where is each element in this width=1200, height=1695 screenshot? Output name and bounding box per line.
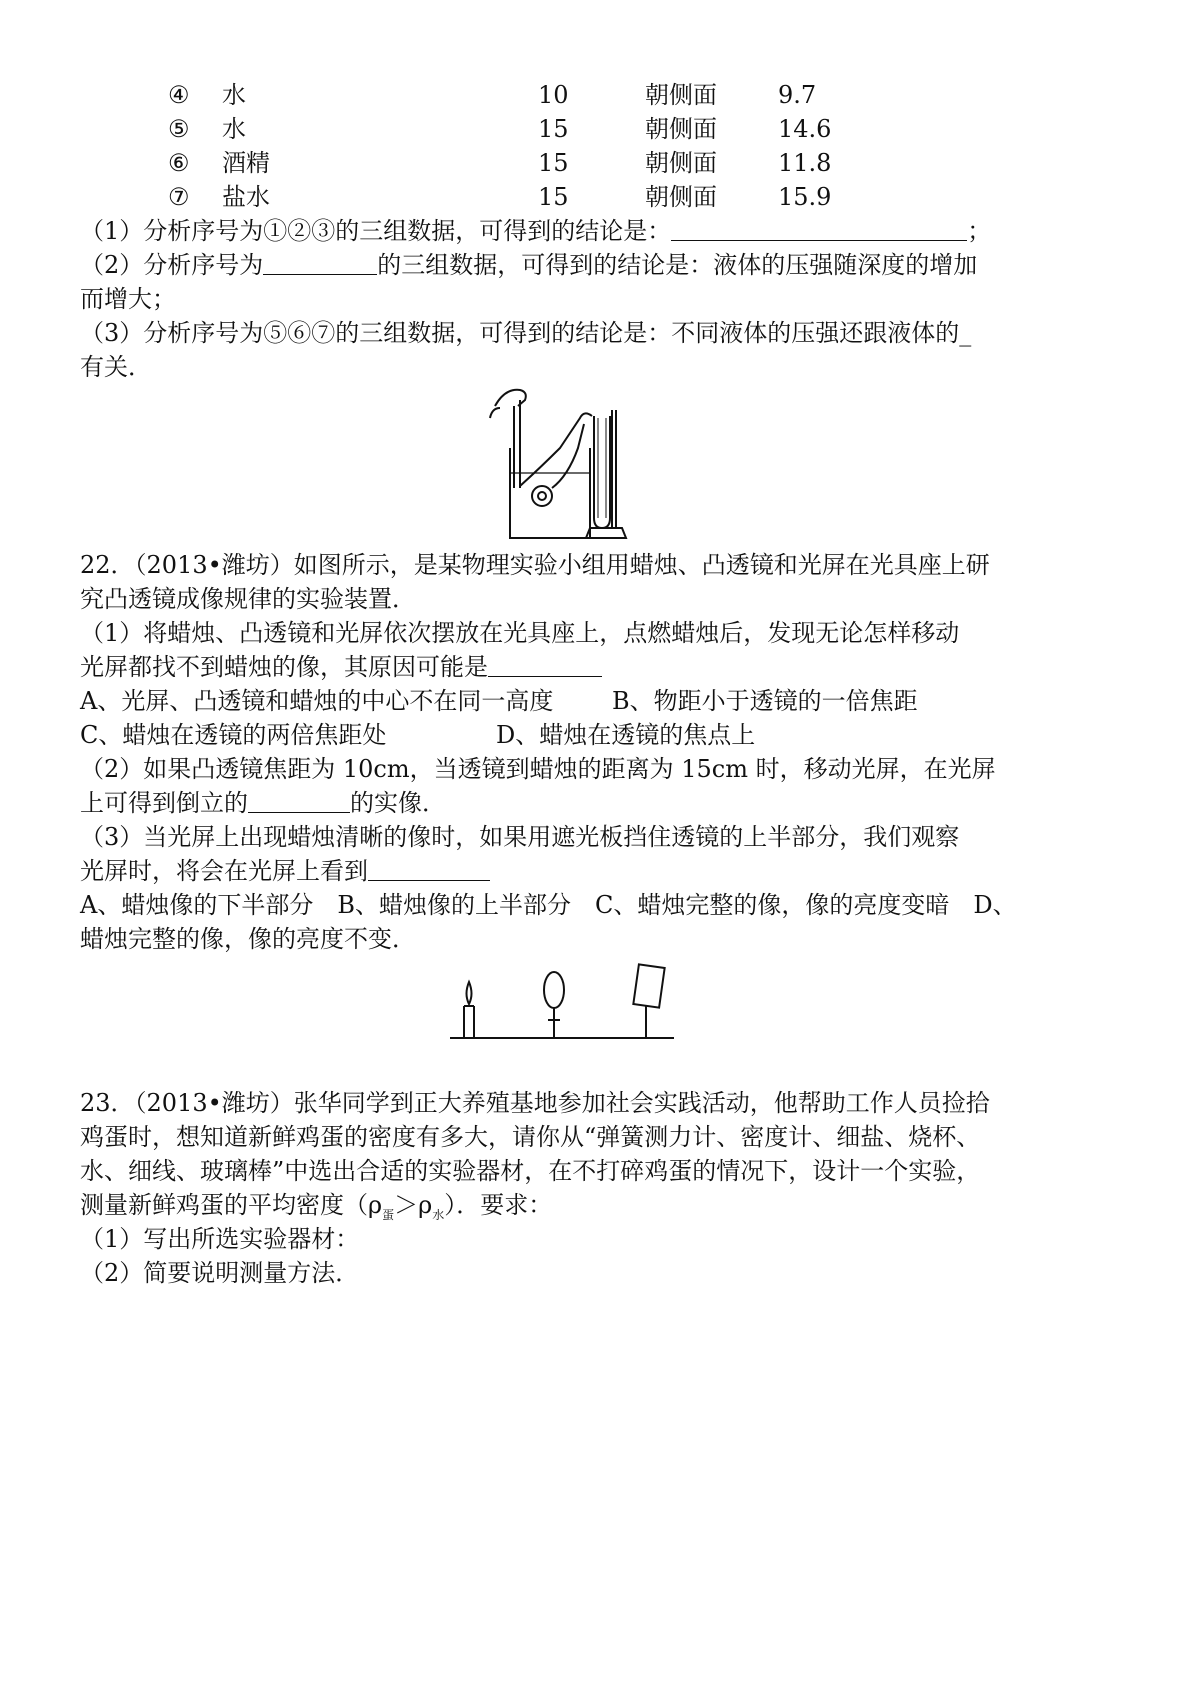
q21-part3-cont: 有关．: [80, 353, 152, 381]
table-cell-no: ⑦: [168, 183, 190, 211]
table-cell-no: ⑥: [168, 149, 190, 177]
q22-part1: （1）将蜡烛、凸透镜和光屏依次摆放在光具座上，点燃蜡烛后，发现无论怎样移动: [80, 619, 960, 647]
answer-blank[interactable]: [263, 250, 377, 275]
table-cell-liquid: 盐水: [222, 183, 270, 211]
q23-part1: （1）写出所选实验器材：: [80, 1225, 360, 1253]
table-cell-no: ④: [168, 81, 190, 109]
q22-option-a: A、光屏、凸透镜和蜡烛的中心不在同一高度: [80, 687, 554, 715]
table-cell-direction: 朝侧面: [645, 149, 717, 177]
q22-stem-line2: 究凸透镜成像规律的实验装置．: [80, 585, 416, 613]
optical-bench-figure: [448, 960, 678, 1044]
q22-option-d: D、蜡烛在透镜的焦点上: [496, 721, 756, 749]
answer-blank[interactable]: [248, 788, 350, 813]
table-cell-diff: 14.6: [778, 115, 832, 143]
q23-stem-line4: 测量新鲜鸡蛋的平均密度$(\rho_蛋>\rho_水)$．要求：: [80, 1191, 553, 1222]
manometer-figure: [480, 378, 640, 548]
q22-option-c: C、蜡烛在透镜的两倍焦距处: [80, 721, 387, 749]
q22-part2-cont: 上可得到倒立的 的实像．: [80, 789, 446, 817]
q22-part3-options-cont: 蜡烛完整的像，像的亮度不变．: [80, 925, 416, 953]
table-cell-direction: 朝侧面: [645, 81, 717, 109]
table-cell-depth: 10: [538, 81, 569, 109]
q23-stem-line3: 水、细线、玻璃棒”中选出合适的实验器材，在不打碎鸡蛋的情况下，设计一个实验，: [80, 1157, 981, 1185]
q22-part3-cont: 光屏时，将会在光屏上看到: [80, 854, 490, 888]
q22-part3: （3）当光屏上出现蜡烛清晰的像时，如果用遮光板挡住透镜的上半部分，我们观察: [80, 823, 960, 851]
table-cell-depth: 15: [538, 183, 569, 211]
q22-part2: （2）如果凸透镜焦距为 10cm，当透镜到蜡烛的距离为 15cm 时，移动光屏，在光屏: [80, 755, 996, 783]
q22-option-b: B、物距小于透镜的一倍焦距: [612, 687, 918, 715]
table-cell-diff: 9.7: [778, 81, 817, 109]
q22-part3-options: A、蜡烛像的下半部分 B、蜡烛像的上半部分 C、蜡烛完整的像，像的亮度变暗 D、: [80, 891, 1017, 919]
answer-blank[interactable]: [671, 216, 967, 241]
table-cell-liquid: 水: [222, 115, 246, 143]
table-cell-diff: 15.9: [778, 183, 832, 211]
table-cell-no: ⑤: [168, 115, 190, 143]
q21-part2-cont: 而增大；: [80, 285, 176, 313]
answer-blank[interactable]: [368, 856, 490, 881]
table-cell-depth: 15: [538, 149, 569, 177]
table-cell-direction: 朝侧面: [645, 183, 717, 211]
table-cell-direction: 朝侧面: [645, 115, 717, 143]
q21-part2: （2）分析序号为 的三组数据，可得到的结论是：液体的压强随深度的增加: [80, 251, 978, 279]
table-cell-depth: 15: [538, 115, 569, 143]
table-cell-liquid: 酒精: [222, 149, 270, 177]
table-cell-diff: 11.8: [778, 149, 832, 177]
q22-stem-line1: 22．（2013•潍坊）如图所示，是某物理实验小组用蜡烛、凸透镜和光屏在光具座上研: [80, 551, 990, 579]
q22-part1-cont: 光屏都找不到蜡烛的像，其原因可能是: [80, 650, 602, 684]
q21-part1: （1）分析序号为①②③的三组数据，可得到的结论是： ；: [80, 217, 992, 245]
q21-part3: （3）分析序号为⑤⑥⑦的三组数据，可得到的结论是：不同液体的压强还跟液体的_: [80, 319, 972, 347]
table-cell-liquid: 水: [222, 81, 246, 109]
q23-stem-line1: 23．（2013•潍坊）张华同学到正大养殖基地参加社会实践活动，他帮助工作人员捡拾: [80, 1089, 990, 1117]
q23-stem-line2: 鸡蛋时，想知道新鲜鸡蛋的密度有多大，请你从“弹簧测力计、密度计、细盐、烧杯、: [80, 1123, 981, 1151]
q23-part2: （2）简要说明测量方法．: [80, 1259, 360, 1287]
answer-blank[interactable]: [488, 652, 602, 677]
